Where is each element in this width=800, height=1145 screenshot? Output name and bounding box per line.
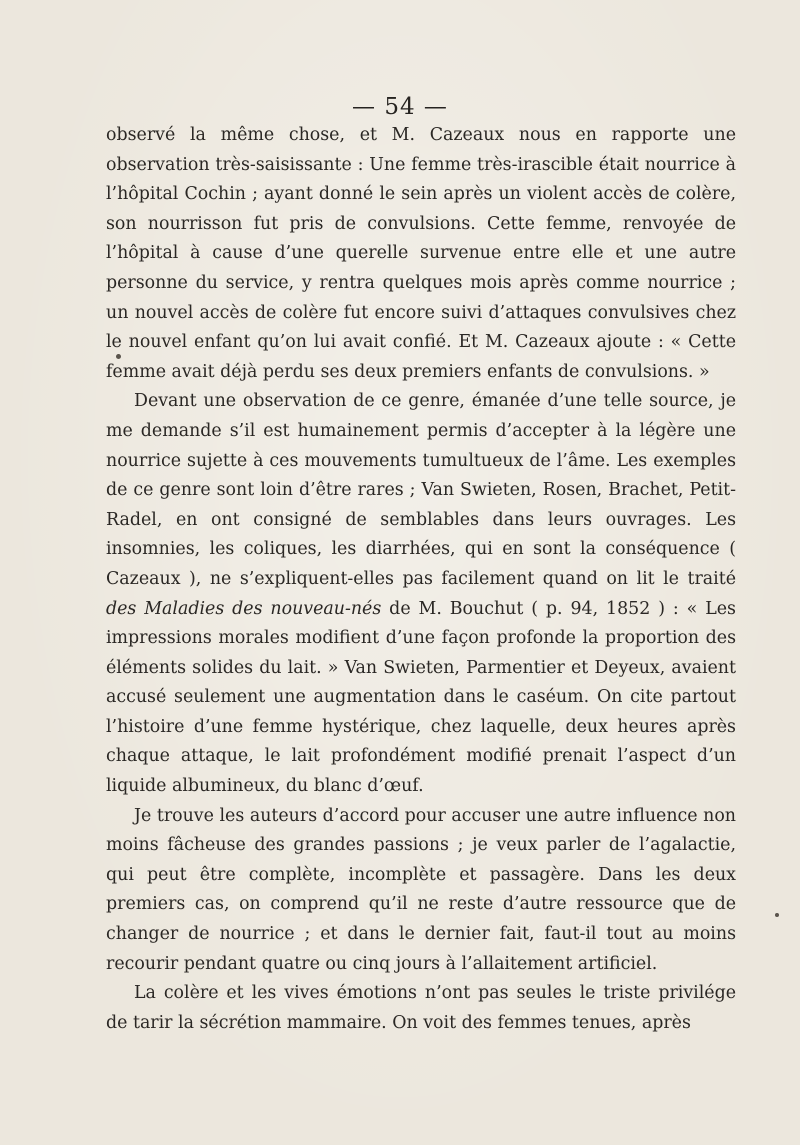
ink-speck [775,913,779,917]
book-title-italic: des Maladies des nouveau-nés [106,598,382,619]
ink-speck [116,354,121,359]
paragraph-2-part-1: Devant une observation de ce genre, émanée d’une telle source, je me demande s’il est humainement permis d’accepter à la légère une nourrice sujette à ces mouvements tumultueux de l’âme. Les exemples de ce genre sont loin d’être rares ; Van Swieten, Rosen, Brachet, Petit-Radel, en ont consigné de semblables dans leurs ouvrages. Les insomnies, les coliques, les diarrhées, qui en sont la conséquence ( Cazeaux ), ne s’expliquent-elles pas facilement quand on lit le traité [106,391,736,589]
page-number: — 54 — [352,94,448,120]
paragraph-3: Je trouve les auteurs d’accord pour accuser une autre influence non moins fâcheuse des grandes passions ; je veux parler de l’agalactie, qui peut être complète, incomplète et passagère. Dans les deux premiers cas, on comprend qu’il ne reste d’autre ressource que de changer de nourrice ; et dans le dernier fait, faut-il tout au moins recourir pendant quatre ou cinq jours à l’allaitement artificiel. [106,805,736,974]
paragraph-2 [106,387,736,801]
paragraph-2-part-2: de M. Bouchut ( p. 94, 1852 ) : « Les impressions morales modifient d’une façon profonde la proportion des éléments solides du lait. » Van Swieten, Parmentier et Deyeux, avaient accusé seulement une augmentation dans le caséum. On cite partout l’histoire d’une femme hystérique, chez laquelle, deux heures après chaque attaque, le lait profondément modifié prenait l’aspect d’un liquide albumineux, du blanc d’œuf. [106,598,736,797]
body-text [106,121,736,1038]
paragraph-4: La colère et les vives émotions n’ont pas seules le triste privilége de tarir la sécrétion mammaire. On voit des femmes tenues, après [106,983,736,1033]
paragraph-1: observé la même chose, et M. Cazeaux nous en rapporte une observation très-saisissante : Une femme très-irascible était nourrice à l’hôpital Cochin ; ayant donné le sein après un violent accès de colère, son nourrisson fut pris de convulsions. Cette femme, renvoyée de l’hôpital à cause d’une querelle survenue entre elle et une autre personne du service, y rentra quelques mois après comme nourrice ; un nouvel accès de colère fut encore suivi d’attaques convulsives chez le nouvel enfant qu’on lui avait confié. Et M. Cazeaux ajoute : « Cette femme avait déjà perdu ses deux premiers enfants de convulsions. » [106,125,736,382]
